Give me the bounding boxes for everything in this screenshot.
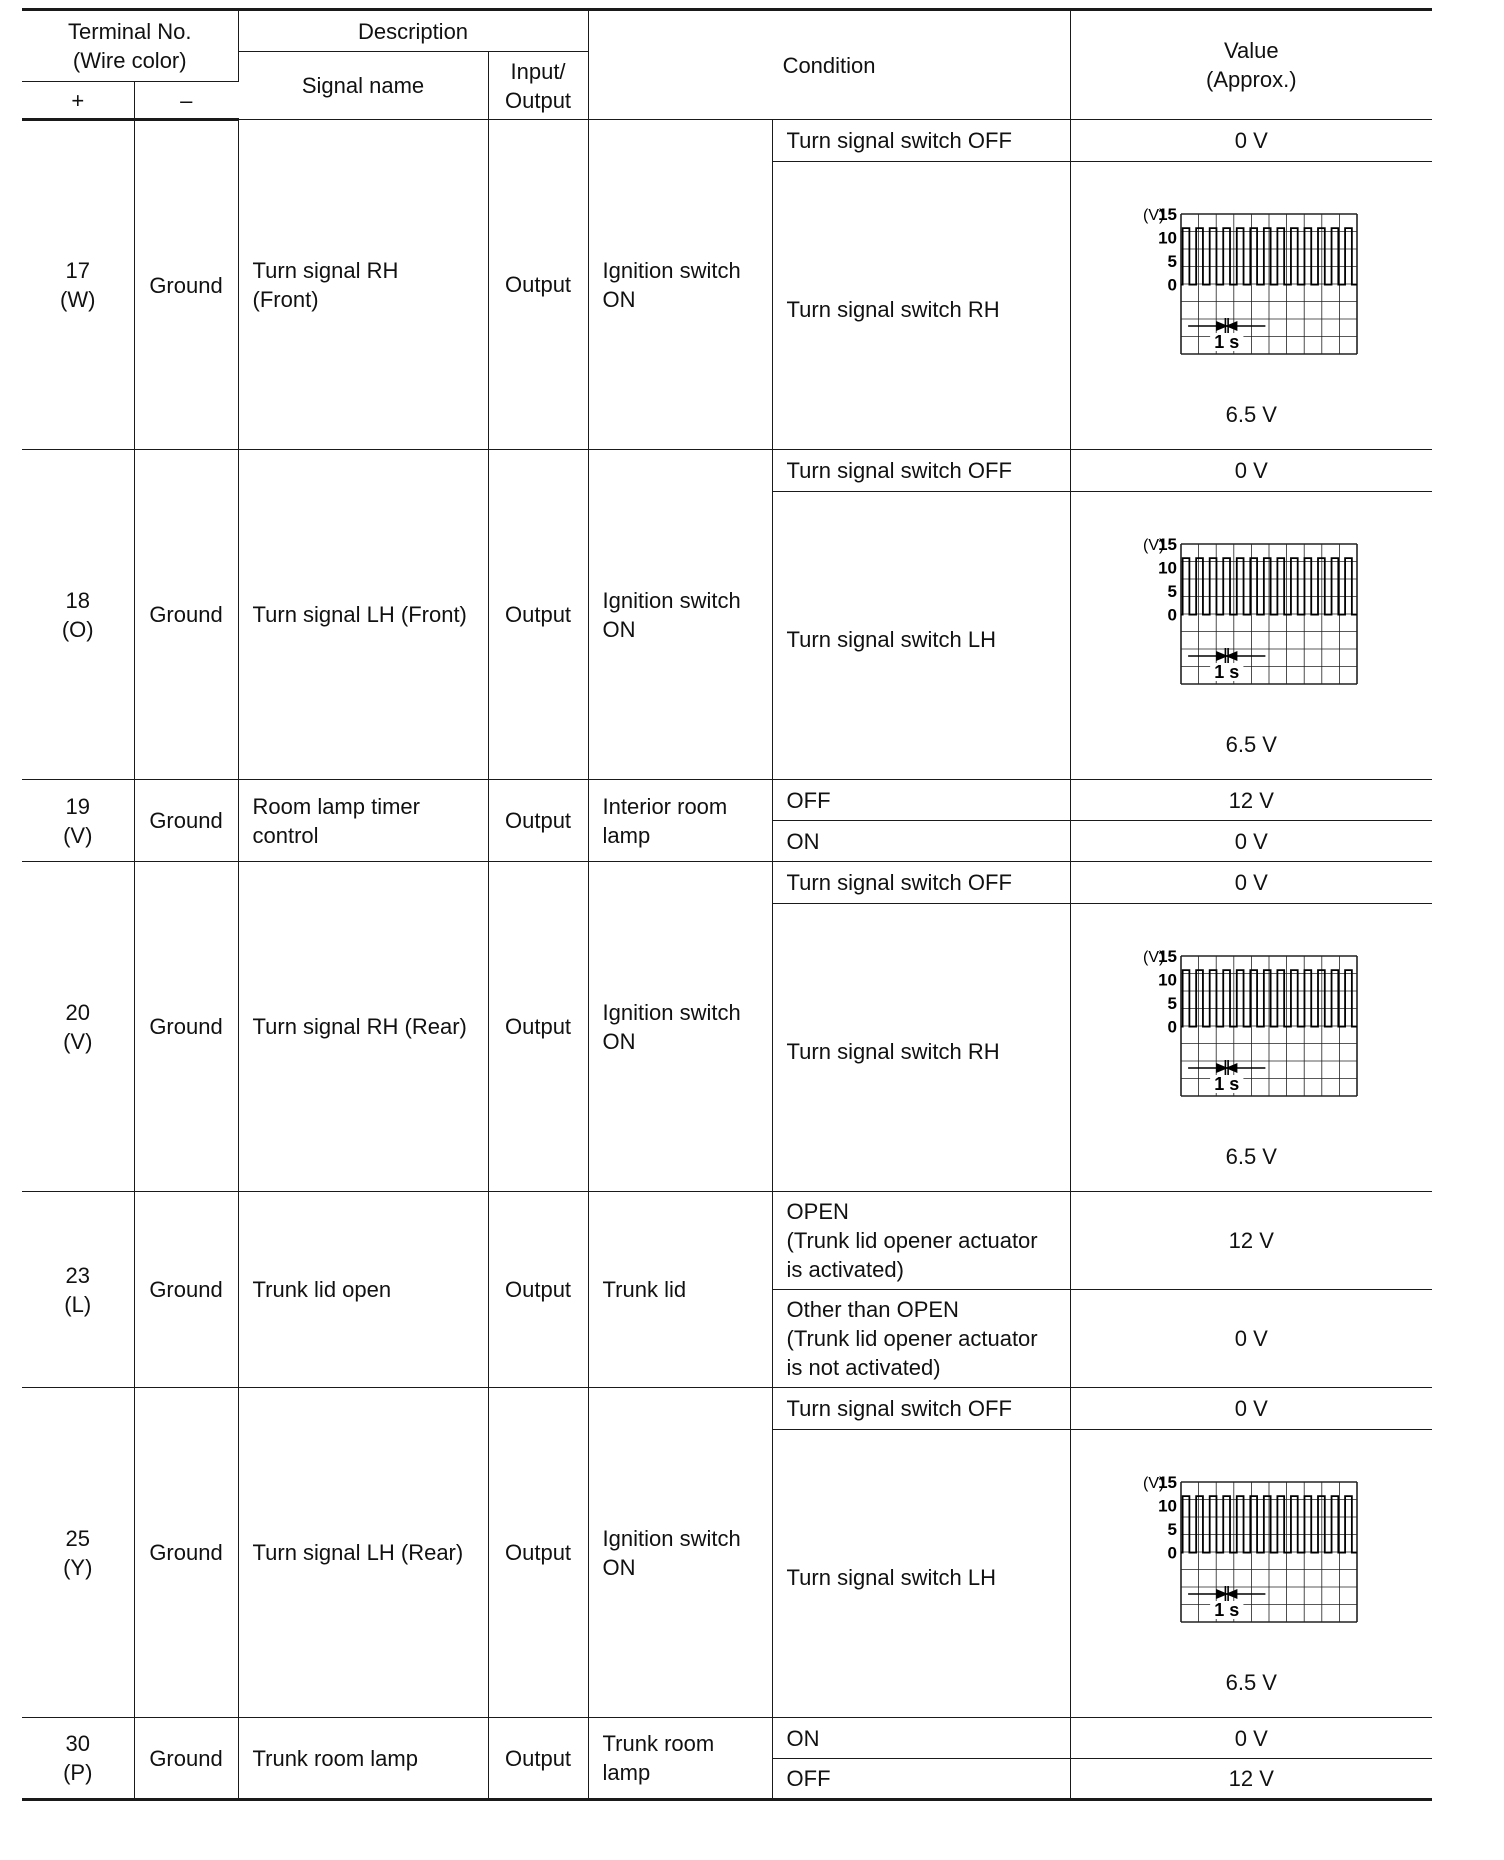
row5-y-tick: 10 <box>1158 1496 1178 1516</box>
row5-y-tick: 0 <box>1167 1543 1178 1563</box>
spec-table-body <box>22 120 1432 1800</box>
condition-sub-line: Turn signal switch RH <box>786 297 1000 322</box>
plus-header: + <box>22 82 134 120</box>
row3-time-label: 1 s <box>1214 1074 1240 1094</box>
condition-sub-line: is activated) <box>786 1257 904 1282</box>
spec-table <box>22 8 1432 1801</box>
terminal-number: 18 <box>65 587 90 613</box>
io-cell: Output <box>488 862 588 1192</box>
condition-main-line: ON <box>602 286 636 312</box>
io-cell: Output <box>488 120 588 450</box>
io-label-2: Output <box>505 87 572 113</box>
row1-time-label: 1 s <box>1214 662 1240 682</box>
table-row <box>22 1388 1432 1430</box>
description-header: Description <box>238 10 588 52</box>
row1-waveform-icon <box>1141 536 1361 716</box>
signal-name-header: Signal name <box>238 52 488 120</box>
terminal-number: 19 <box>65 793 90 819</box>
row5-waveform-icon <box>1141 1474 1361 1654</box>
condition-sub-cell <box>772 492 1070 780</box>
signal-name-line: Trunk lid open <box>252 1277 392 1302</box>
terminal-cell <box>22 450 134 780</box>
row0-y-tick: 0 <box>1167 275 1178 295</box>
table-row <box>22 1718 1432 1759</box>
row5-y-tick: 15 <box>1158 1474 1178 1492</box>
condition-main-line: Trunk lid <box>602 1277 687 1302</box>
row3-y-tick: 5 <box>1167 994 1178 1014</box>
value-approx-label: (Approx.) <box>1206 67 1297 92</box>
condition-sub-line: Turn signal switch OFF <box>786 1396 1012 1421</box>
terminal-cell <box>22 1192 134 1388</box>
condition-sub-cell <box>772 904 1070 1192</box>
row3-waveform-icon <box>1141 948 1361 1128</box>
row1-y-tick: 5 <box>1167 582 1178 602</box>
value-waveform-cell <box>1070 492 1432 780</box>
condition-main-line: Ignition switch <box>602 257 741 283</box>
value-cell: 0 V <box>1070 821 1432 862</box>
value-waveform-cell <box>1070 1430 1432 1718</box>
terminal-no-header <box>22 10 238 82</box>
table-row <box>22 450 1432 492</box>
signal-name-cell <box>238 1718 488 1800</box>
io-label-1: Input/ <box>510 58 566 84</box>
terminal-cell <box>22 780 134 862</box>
value-text: 6.5 V <box>1225 1670 1277 1695</box>
condition-sub-line: ON <box>786 828 820 854</box>
row3-y-tick: 15 <box>1158 948 1178 966</box>
value-waveform-cell <box>1070 162 1432 450</box>
signal-name-line: (Front) <box>252 286 319 312</box>
value-cell: 0 V <box>1070 1388 1432 1430</box>
condition-main-line: ON <box>602 616 636 642</box>
row5-y-tick: 5 <box>1167 1520 1178 1540</box>
terminal-cell <box>22 1718 134 1800</box>
table-row <box>22 120 1432 162</box>
value-text: 6.5 V <box>1225 1144 1277 1169</box>
value-text: 6.5 V <box>1225 402 1277 427</box>
io-header <box>488 52 588 120</box>
condition-sub-line: OFF <box>786 1766 831 1791</box>
row3-y-unit: (V) <box>1143 949 1165 966</box>
condition-sub-cell <box>772 1718 1070 1759</box>
ground-cell: Ground <box>134 780 238 862</box>
signal-name-line: Turn signal LH (Front) <box>252 602 467 627</box>
condition-sub-line: Turn signal switch RH <box>786 1039 1000 1064</box>
row0-time-label: 1 s <box>1214 332 1240 352</box>
row3-y-tick: 10 <box>1158 970 1178 990</box>
condition-main-line: lamp <box>602 822 651 848</box>
ground-cell: Ground <box>134 120 238 450</box>
condition-main-cell <box>588 1192 772 1388</box>
signal-name-line: Trunk room lamp <box>252 1745 418 1771</box>
row0-y-unit: (V) <box>1143 207 1165 224</box>
condition-main-line: ON <box>602 1028 636 1054</box>
terminal-number: 25 <box>65 1525 90 1551</box>
condition-main-cell <box>588 1388 772 1718</box>
ground-cell: Ground <box>134 1192 238 1388</box>
wire-color-label: (Wire color) <box>72 48 187 73</box>
condition-sub-cell <box>772 821 1070 862</box>
condition-main-line: Ignition switch <box>602 999 741 1025</box>
signal-name-cell <box>238 450 488 780</box>
condition-sub-line: (Trunk lid opener actuator <box>786 1326 1038 1351</box>
wire-color: (V) <box>63 822 93 848</box>
condition-main-cell <box>588 780 772 862</box>
signal-name-line: Room lamp timer <box>252 793 420 819</box>
row1-y-tick: 0 <box>1167 605 1178 625</box>
terminal-number: 20 <box>65 999 90 1025</box>
io-cell: Output <box>488 1718 588 1800</box>
minus-header: – <box>134 82 238 120</box>
condition-sub-line: Other than OPEN <box>786 1297 959 1322</box>
value-cell: 0 V <box>1070 1718 1432 1759</box>
row5-y-unit: (V) <box>1143 1475 1165 1492</box>
io-cell: Output <box>488 1388 588 1718</box>
condition-sub-cell <box>772 780 1070 821</box>
io-cell: Output <box>488 450 588 780</box>
ground-cell: Ground <box>134 862 238 1192</box>
signal-name-cell <box>238 1192 488 1388</box>
wire-color: (O) <box>61 616 94 642</box>
condition-main-cell <box>588 450 772 780</box>
condition-sub-cell <box>772 162 1070 450</box>
table-row <box>22 862 1432 904</box>
signal-name-cell <box>238 120 488 450</box>
condition-sub-cell <box>772 1388 1070 1430</box>
signal-name-cell <box>238 780 488 862</box>
condition-sub-line: is not activated) <box>786 1355 941 1380</box>
condition-sub-cell <box>772 862 1070 904</box>
condition-main-line: Trunk room <box>602 1731 715 1756</box>
condition-sub-line: ON <box>786 1725 820 1751</box>
terminal-cell <box>22 1388 134 1718</box>
condition-header: Condition <box>588 10 1070 120</box>
terminal-cell <box>22 862 134 1192</box>
terminal-number: 23 <box>65 1262 90 1288</box>
condition-sub-cell <box>772 1290 1070 1388</box>
io-cell: Output <box>488 1192 588 1388</box>
condition-main-line: Interior room <box>602 793 728 819</box>
signal-name-line: control <box>252 822 319 848</box>
row0-waveform-icon <box>1141 206 1361 386</box>
value-header <box>1070 10 1432 120</box>
row0-y-tick: 15 <box>1158 206 1178 224</box>
ground-cell: Ground <box>134 1388 238 1718</box>
signal-name-cell <box>238 862 488 1192</box>
condition-sub-line: Turn signal switch LH <box>786 627 997 652</box>
value-cell: 0 V <box>1070 120 1432 162</box>
row5-time-label: 1 s <box>1214 1600 1240 1620</box>
row1-y-tick: 10 <box>1158 558 1178 578</box>
terminal-number: 17 <box>65 258 90 283</box>
signal-name-line: Turn signal RH <box>252 257 399 283</box>
value-label: Value <box>1223 38 1279 63</box>
ground-cell: Ground <box>134 450 238 780</box>
table-row <box>22 780 1432 821</box>
signal-name-line: Turn signal RH (Rear) <box>252 1014 467 1039</box>
value-text: 6.5 V <box>1225 732 1277 757</box>
wire-color: (Y) <box>63 1554 93 1580</box>
value-waveform-cell <box>1070 904 1432 1192</box>
terminal-no-label: Terminal No. <box>68 19 192 44</box>
condition-sub-cell <box>772 120 1070 162</box>
condition-sub-cell <box>772 1759 1070 1800</box>
condition-main-line: Ignition switch <box>602 1525 741 1551</box>
value-cell: 0 V <box>1070 862 1432 904</box>
condition-sub-line: Turn signal switch OFF <box>786 870 1012 895</box>
condition-sub-line: Turn signal switch OFF <box>786 458 1012 483</box>
ground-cell: Ground <box>134 1718 238 1800</box>
value-cell: 12 V <box>1070 780 1432 821</box>
condition-sub-cell <box>772 450 1070 492</box>
value-cell: 12 V <box>1070 1192 1432 1290</box>
signal-name-cell <box>238 1388 488 1718</box>
value-cell: 0 V <box>1070 1290 1432 1388</box>
condition-sub-cell <box>772 1430 1070 1718</box>
condition-main-line: Ignition switch <box>602 587 741 613</box>
row1-y-unit: (V) <box>1143 537 1165 554</box>
condition-main-line: lamp <box>602 1760 651 1785</box>
row3-y-tick: 0 <box>1167 1017 1178 1037</box>
io-cell: Output <box>488 780 588 862</box>
terminal-spec-table <box>22 8 1432 1838</box>
wire-color: (P) <box>63 1760 93 1785</box>
wire-color: (V) <box>63 1028 93 1054</box>
condition-main-cell <box>588 862 772 1192</box>
table-row <box>22 1192 1432 1290</box>
value-cell: 0 V <box>1070 450 1432 492</box>
condition-main-line: ON <box>602 1554 636 1580</box>
row0-y-tick: 10 <box>1158 228 1178 248</box>
condition-main-cell <box>588 120 772 450</box>
wire-color: (W) <box>60 287 96 312</box>
row0-y-tick: 5 <box>1167 252 1178 272</box>
condition-sub-line: Turn signal switch LH <box>786 1565 997 1590</box>
condition-sub-line: OPEN <box>786 1199 849 1224</box>
terminal-cell <box>22 120 134 450</box>
wire-color: (L) <box>64 1291 92 1317</box>
value-cell: 12 V <box>1070 1759 1432 1800</box>
condition-sub-line: (Trunk lid opener actuator <box>786 1228 1038 1253</box>
signal-name-line: Turn signal LH (Rear) <box>252 1540 464 1565</box>
condition-sub-line: OFF <box>786 787 831 813</box>
condition-sub-cell <box>772 1192 1070 1290</box>
condition-sub-line: Turn signal switch OFF <box>786 128 1012 153</box>
row1-y-tick: 15 <box>1158 536 1178 554</box>
terminal-number: 30 <box>65 1731 90 1756</box>
condition-main-cell <box>588 1718 772 1800</box>
